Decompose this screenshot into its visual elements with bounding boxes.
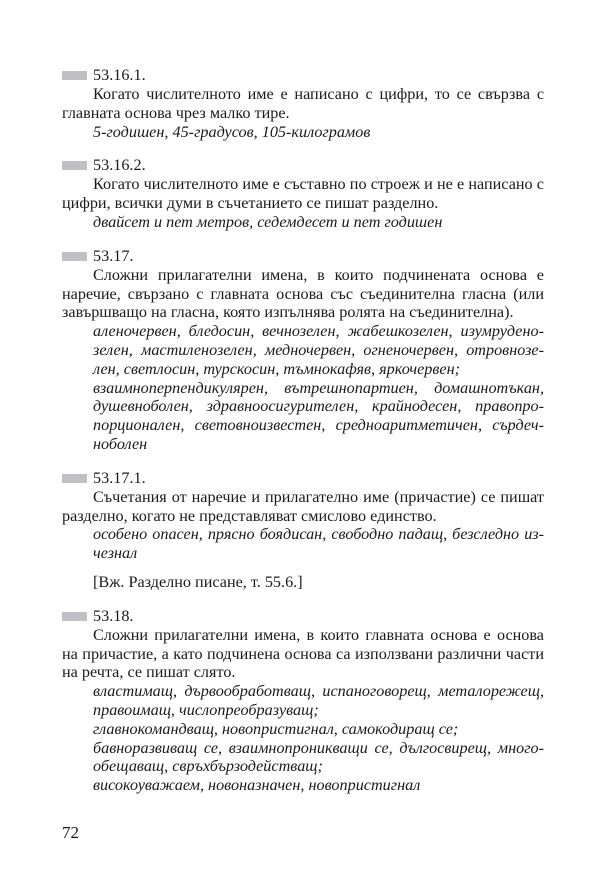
- section-heading: [62, 156, 544, 175]
- rule-text: Когато числителното име е съставно по строеж и не е написано с цифри, всички думи в съчетанието се пишат разделно.: [62, 175, 544, 213]
- rule-text: Съчетания от наречие и прилагателно име (причастие) се пишат разделно, когато не представляват смислово единство.: [62, 487, 544, 525]
- example-line: 5-годишен, 45-градусов, 105-килограмов: [93, 122, 371, 141]
- example-line: особено опасен, прясно боядисан, свободно падащ, безследно изчезнал: [93, 525, 544, 563]
- example-line: високоуважаем, новоназначен, новопристигнал: [93, 776, 421, 795]
- section-number: 53.16.1.: [93, 66, 146, 85]
- rule-text: Когато числителното име е написано с цифри, то се свързва с главната основа чрез малко тире.: [62, 85, 544, 122]
- rule-text: Сложни прилагателни имена, в които подчинената основа е наречие, свързано с главната основа със съединителна гласна (или завършващо на гласна, която изпълнява ролята на съединителна).: [62, 265, 544, 322]
- section-53-17: [62, 247, 544, 454]
- example-line: главнокомандващ, новопристигнал, самокодиращ се;: [93, 719, 459, 738]
- rule-text: Сложни прилагателни имена, в които главната основа е основа на причастие, а като подчинена основа са използвани различни части на речта, се пишат слято.: [62, 625, 544, 682]
- section-53-18: [62, 607, 544, 795]
- section-53-17-1: [62, 469, 544, 592]
- section-marker-icon: [62, 252, 87, 261]
- examples-text: [62, 213, 544, 232]
- page-number: 72: [62, 823, 79, 842]
- examples-text: [62, 682, 544, 795]
- section-53-16-1: [62, 66, 544, 141]
- example-line: взаимноперпендикулярен, вътрешнопартиен, домашнотъкан, душевноболен, здравноосигурителен, крайнодесен, правопропорционален, световноизвестен, средноаритметичен, сърдечноболен: [93, 378, 544, 453]
- section-heading: [62, 66, 544, 85]
- section-number: 53.16.2.: [93, 156, 146, 175]
- section-marker-icon: [62, 71, 87, 80]
- cross-reference: [Вж. Разделно писане, т. 55.6.]: [93, 572, 303, 591]
- examples-text: [62, 525, 544, 563]
- section-marker-icon: [62, 161, 87, 170]
- examples-text: [62, 123, 544, 142]
- section-marker-icon: [62, 474, 87, 483]
- section-heading: [62, 607, 544, 626]
- section-heading: [62, 469, 544, 488]
- example-line: властимащ, дървообработващ, испаноговорещ, металорежещ, правоимащ, числопреобразуващ;: [93, 682, 544, 719]
- section-marker-icon: [62, 612, 87, 621]
- page-body: [62, 66, 544, 810]
- section-number: 53.18.: [93, 606, 134, 625]
- example-line: двайсет и пет метров, седемдесет и пет годишен: [93, 212, 443, 231]
- examples-text: [62, 322, 544, 454]
- example-line: бавноразвиващ се, взаимнопроникващи се, дългосвирещ, многообещаващ, свръхбързодействащ;: [93, 738, 544, 776]
- section-number: 53.17.1.: [93, 468, 146, 487]
- example-line: аленочервен, бледосин, вечнозелен, жабешкозелен, изумруденозелен, мастиленозелен, медночервен, огненочервен, отровнозелен, светлосин, турскосин, тъмнокафяв, яркочервен;: [93, 322, 544, 378]
- section-number: 53.17.: [93, 246, 134, 265]
- section-heading: [62, 247, 544, 266]
- section-53-16-2: [62, 156, 544, 231]
